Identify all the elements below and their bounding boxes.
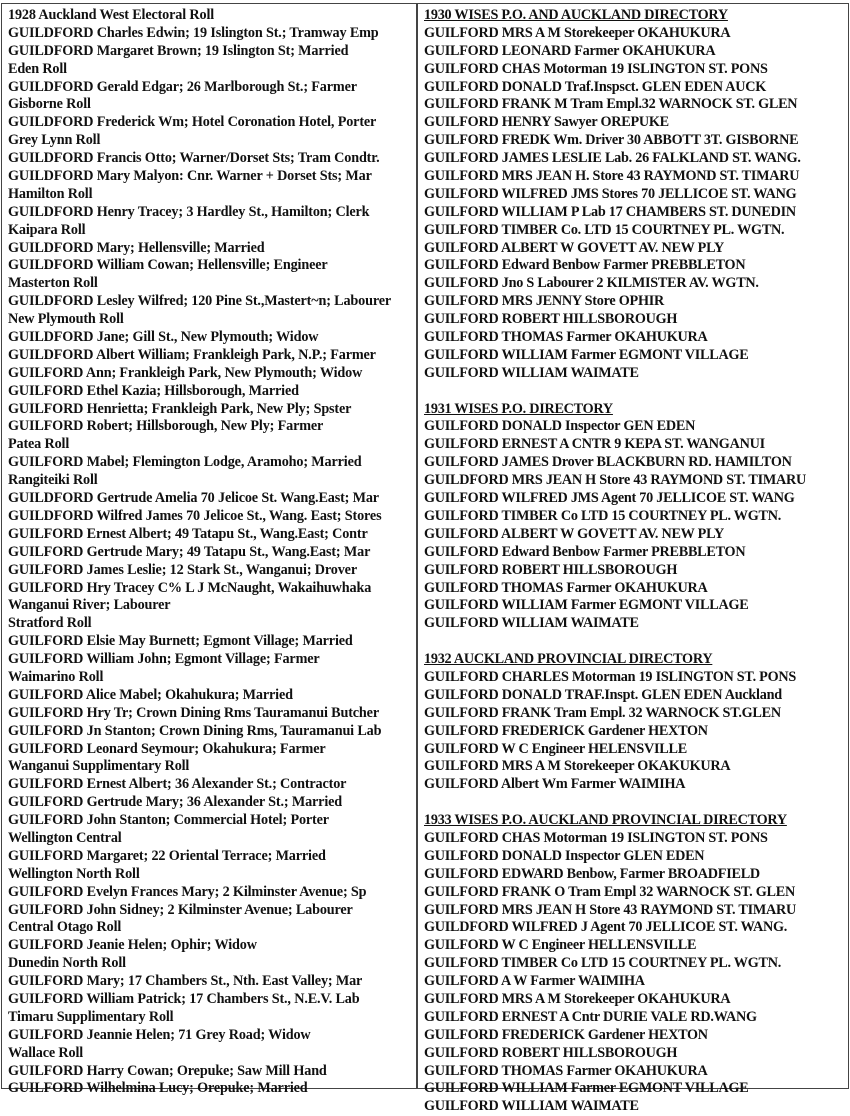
roll-line: GUILDFORD William Cowan; Hellensville; Engineer — [8, 257, 328, 274]
directory-entry: GUILFORD WILLIAM P Lab 17 CHAMBERS ST. DUNEDIN — [424, 203, 796, 220]
directory-heading: 1931 WISES P.O. DIRECTORY — [424, 400, 613, 417]
directory-entry: GUILFORD FREDERICK Gardener HEXTON — [424, 722, 708, 739]
roll-line: Wanganui River; Labourer — [8, 597, 171, 614]
roll-line: GUILFORD John Sidney; 2 Kilminster Avenue; Labourer — [8, 901, 353, 918]
roll-line: GUILFORD Leonard Seymour; Okahukura; Farmer — [8, 740, 326, 757]
directory-entry: GUILFORD EDWARD Benbow, Farmer BROADFIELD — [424, 865, 760, 882]
directory-entry: GUILFORD FRANK O Tram Empl 32 WARNOCK ST. GLEN — [424, 883, 795, 900]
directory-entry: GUILFORD Edward Benbow Farmer PREBBLETON — [424, 257, 746, 274]
directory-entry: GUILFORD CHAS Motorman 19 ISLINGTON ST. PONS — [424, 829, 768, 846]
directory-entry: GUILFORD DONALD Inspector GLEN EDEN — [424, 847, 705, 864]
roll-line: 1928 Auckland West Electoral Roll — [8, 7, 215, 23]
directory-entry: GUILFORD FREDK Wm. Driver 30 ABBOTT 3T. GISBORNE — [424, 132, 799, 149]
directory-entry: GUILFORD ERNEST A CNTR 9 KEPA ST. WANGANUI — [424, 436, 765, 453]
directory-entry: GUILFORD MRS A M Storekeeper OKAHUKURA — [424, 990, 731, 1007]
directory-entry: GUILFORD DONALD Inspector GEN EDEN — [424, 418, 696, 435]
roll-line: GUILFORD Gertrude Mary; 36 Alexander St.; Married — [8, 794, 343, 811]
roll-line: Rangiteiki Roll — [8, 472, 98, 489]
roll-line: New Plymouth Roll — [8, 311, 124, 328]
roll-line: Wellington Central — [8, 829, 122, 846]
directory-entry: GUILFORD TIMBER Co LTD 15 COURTNEY PL. WGTN. — [424, 507, 782, 524]
directory-entry: GUILFORD ALBERT W GOVETT AV. NEW PLY — [424, 525, 724, 542]
roll-line: GUILDFORD Francis Otto; Warner/Dorset Sts; Tram Condtr. — [8, 150, 380, 167]
roll-line: Waimarino Roll — [8, 668, 104, 685]
directory-entry: GUILFORD FRANK M Tram Empl.32 WARNOCK ST. GLEN — [424, 96, 798, 113]
roll-line: Stratford Roll — [8, 615, 92, 632]
roll-line: GUILDFORD Gerald Edgar; 26 Marlborough St.; Farmer — [8, 78, 357, 95]
directory-entry: GUILFORD THOMAS Farmer OKAHUKURA — [424, 329, 708, 346]
roll-line: GUILFORD Hry Tracey C% L J McNaught, Wakaihuwhaka — [8, 579, 372, 596]
roll-line: Grey Lynn Roll — [8, 132, 101, 149]
roll-line: GUILFORD Robert; Hillsborough, New Ply; Farmer — [8, 418, 324, 435]
section-spacer — [424, 633, 848, 651]
directory-entry: GUILFORD MRS JEAN H. Store 43 RAYMOND ST. TIMARU — [424, 168, 800, 185]
directory-entry: GUILFORD TIMBER Co LTD 15 COURTNEY PL. WGTN. — [424, 955, 782, 972]
directory-entry: GUILFORD DONALD Traf.Inspsct. GLEN EDEN AUCK — [424, 78, 767, 95]
roll-line: GUILFORD Jeannie Helen; 71 Grey Road; Widow — [8, 1026, 311, 1043]
directory-entry: GUILFORD WILFRED JMS Stores 70 JELLICOE ST. WANG — [424, 185, 797, 202]
directory-entry: GUILFORD W C Engineer HELENSVILLE — [424, 740, 687, 757]
directory-entry: GUILFORD A W Farmer WAIMIHA — [424, 973, 645, 990]
roll-line: GUILFORD Ernest Albert; 36 Alexander St.; Contractor — [8, 776, 347, 793]
directory-entry: GUILDFORD MRS JEAN H Store 43 RAYMOND ST. TIMARU — [424, 472, 806, 489]
roll-line: GUILFORD Henrietta; Frankleigh Park, New Ply; Spster — [8, 400, 352, 417]
directory-entry: GUILFORD MRS A M Storekeeper OKAHUKURA — [424, 24, 731, 41]
roll-line: GUILDFORD Gertrude Amelia 70 Jelicoe St. Wang.East; Mar — [8, 490, 379, 507]
directory-entry: GUILFORD CHAS Motorman 19 ISLINGTON ST. PONS — [424, 60, 768, 77]
directory-entry: GUILFORD Jno S Labourer 2 KILMISTER AV. WGTN. — [424, 275, 759, 292]
roll-line: GUILDFORD Charles Edwin; 19 Islington St.; Tramway Emp — [8, 24, 379, 41]
roll-line: GUILDFORD Frederick Wm; Hotel Coronation Hotel, Porter — [8, 114, 377, 131]
roll-line: Wanganui Supplimentary Roll — [8, 758, 190, 775]
directory-entry: GUILFORD CHARLES Motorman 19 ISLINGTON ST. PONS — [424, 668, 797, 685]
roll-line: Dunedin North Roll — [8, 955, 126, 972]
directory-entry: GUILFORD ROBERT HILLSBOROUGH — [424, 1044, 678, 1061]
roll-line: Kaipara Roll — [8, 221, 86, 238]
section-spacer — [424, 794, 848, 812]
roll-line: GUILFORD Elsie May Burnett; Egmont Village; Married — [8, 633, 353, 650]
roll-line: GUILDFORD Margaret Brown; 19 Islington St; Married — [8, 42, 349, 59]
roll-line: GUILFORD Ernest Albert; 49 Tatapu St., Wang.East; Contr — [8, 525, 368, 542]
roll-line: GUILDFORD Mary Malyon: Cnr. Warner + Dorset Sts; Mar — [8, 168, 372, 185]
directory-entry: GUILFORD TIMBER Co. LTD 15 COURTNEY PL. WGTN. — [424, 221, 785, 238]
directory-heading: 1933 WISES P.O. AUCKLAND PROVINCIAL DIRECTORY — [424, 812, 787, 829]
directory-entry: GUILFORD MRS A M Storekeeper OKAKUKURA — [424, 758, 731, 775]
roll-line: GUILFORD Wilhelmina Lucy; Orepuke; Married — [8, 1080, 308, 1097]
directory-entry: GUILFORD W C Engineer HELLENSVILLE — [424, 937, 697, 954]
roll-line: GUILFORD William Patrick; 17 Chambers St., N.E.V. Lab — [8, 990, 360, 1007]
roll-line: GUILFORD Gertrude Mary; 49 Tatapu St., Wang.East; Mar — [8, 543, 371, 560]
directory-entry: GUILFORD DONALD TRAF.Inspt. GLEN EDEN Auckland — [424, 686, 782, 703]
roll-line: GUILFORD William John; Egmont Village; Farmer — [8, 651, 320, 668]
directory-entry: GUILFORD ALBERT W GOVETT AV. NEW PLY — [424, 239, 724, 256]
roll-line: GUILFORD Harry Cowan; Orepuke; Saw Mill Hand — [8, 1062, 327, 1079]
directory-entry: GUILFORD ERNEST A Cntr DURIE VALE RD.WANG — [424, 1008, 757, 1025]
roll-line: GUILFORD Hry Tr; Crown Dining Rms Tauramanui Butcher — [8, 704, 379, 721]
roll-line: GUILDFORD Lesley Wilfred; 120 Pine St.,Mastert~n; Labourer — [8, 293, 392, 310]
roll-line: Gisborne Roll — [8, 96, 91, 113]
directory-entry: GUILFORD MRS JENNY Store OPHIR — [424, 293, 664, 310]
directory-entry: GUILFORD THOMAS Farmer OKAHUKURA — [424, 1062, 708, 1079]
directory-entry: GUILFORD WILFRED JMS Agent 70 JELLICOE ST. WANG — [424, 490, 795, 507]
roll-line: GUILFORD Jeanie Helen; Ophir; Widow — [8, 937, 257, 954]
roll-line: GUILDFORD Jane; Gill St., New Plymouth; Widow — [8, 329, 319, 346]
directory-entry: GUILDFORD WILFRED J Agent 70 JELLICOE ST. WANG. — [424, 919, 788, 936]
roll-line: GUILFORD Evelyn Frances Mary; 2 Kilminster Avenue; Sp — [8, 883, 367, 900]
section-spacer — [424, 383, 848, 401]
roll-line: Wellington North Roll — [8, 865, 140, 882]
directory-entry: GUILFORD WILLIAM Farmer EGMONT VILLAGE — [424, 597, 749, 614]
directory-heading: 1930 WISES P.O. AND AUCKLAND DIRECTORY — [424, 7, 728, 23]
directory-entry: GUILFORD JAMES LESLIE Lab. 26 FALKLAND ST. WANG. — [424, 150, 801, 167]
directory-entry: GUILFORD FREDERICK Gardener HEXTON — [424, 1026, 708, 1043]
directory-entry: GUILFORD Edward Benbow Farmer PREBBLETON — [424, 543, 746, 560]
directory-entry: GUILFORD THOMAS Farmer OKAHUKURA — [424, 579, 708, 596]
directory-entry: GUILFORD MRS JEAN H Store 43 RAYMOND ST. TIMARU — [424, 901, 796, 918]
roll-line: GUILDFORD Henry Tracey; 3 Hardley St., Hamilton; Clerk — [8, 203, 370, 220]
roll-line: Masterton Roll — [8, 275, 98, 292]
roll-line: GUILDFORD Mary; Hellensville; Married — [8, 239, 265, 256]
roll-line: GUILFORD Ethel Kazia; Hillsborough, Married — [8, 382, 299, 399]
directory-entry: GUILFORD HENRY Sawyer OREPUKE — [424, 114, 669, 131]
roll-line: GUILFORD Ann; Frankleigh Park, New Plymouth; Widow — [8, 364, 363, 381]
directory-entry: GUILFORD ROBERT HILLSBOROUGH — [424, 311, 678, 328]
directory-entry: GUILFORD WILLIAM WAIMATE — [424, 364, 639, 381]
directory-column — [417, 3, 849, 1115]
electoral-roll-column — [1, 3, 417, 1097]
directory-entry: GUILFORD JAMES Drover BLACKBURN RD. HAMILTON — [424, 454, 792, 471]
roll-line: GUILFORD Alice Mabel; Okahukura; Married — [8, 686, 293, 703]
roll-line: GUILFORD Mary; 17 Chambers St., Nth. East Valley; Mar — [8, 973, 363, 990]
directory-entry: GUILFORD WILLIAM WAIMATE — [424, 1098, 639, 1115]
roll-line: GUILFORD Jn Stanton; Crown Dining Rms, Tauramanui Lab — [8, 722, 382, 739]
roll-line: Wallace Roll — [8, 1044, 84, 1061]
directory-heading: 1932 AUCKLAND PROVINCIAL DIRECTORY — [424, 651, 713, 668]
directory-entry: GUILFORD WILLIAM Farmer EGMONT VILLAGE — [424, 1080, 749, 1097]
roll-line: GUILDFORD Wilfred James 70 Jelicoe St., Wang. East; Stores — [8, 507, 382, 524]
directory-entry: GUILFORD WILLIAM WAIMATE — [424, 615, 639, 632]
directory-entry: GUILFORD LEONARD Farmer OKAHUKURA — [424, 42, 716, 59]
roll-line: Eden Roll — [8, 60, 67, 77]
roll-line: Timaru Supplimentary Roll — [8, 1008, 174, 1025]
directory-entry: GUILFORD WILLIAM Farmer EGMONT VILLAGE — [424, 346, 749, 363]
directory-entry: GUILFORD ROBERT HILLSBOROUGH — [424, 561, 678, 578]
directory-entry: GUILFORD FRANK Tram Empl. 32 WARNOCK ST.GLEN — [424, 704, 781, 721]
roll-line: GUILFORD James Leslie; 12 Stark St., Wanganui; Drover — [8, 561, 357, 578]
roll-line: GUILFORD John Stanton; Commercial Hotel; Porter — [8, 812, 329, 829]
directory-entry: GUILFORD Albert Wm Farmer WAIMIHA — [424, 776, 686, 793]
roll-line: GUILDFORD Albert William; Frankleigh Park, N.P.; Farmer — [8, 346, 376, 363]
roll-line: Central Otago Roll — [8, 919, 122, 936]
roll-line: GUILFORD Margaret; 22 Oriental Terrace; Married — [8, 847, 326, 864]
roll-line: Hamilton Roll — [8, 185, 93, 202]
roll-line: Patea Roll — [8, 436, 70, 453]
roll-line: GUILFORD Mabel; Flemington Lodge, Aramoho; Married — [8, 454, 362, 471]
